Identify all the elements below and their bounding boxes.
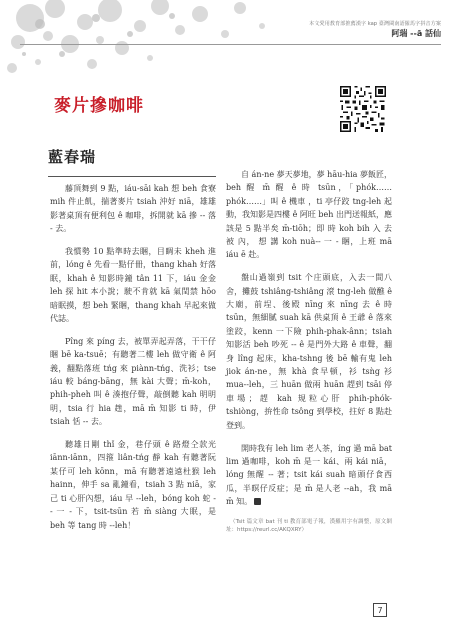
header-divider (20, 44, 441, 45)
paragraph: 藤頂舞到 9 點，iáu-sāi kah 想 beh 食寮 mih 件止飢，揣著麥片 tsiah 沖好 niā，雄雄影著桌頂有便利包 ê 咖啡，拆開就 kā 摻 -- 落 - 去。 (50, 184, 216, 234)
paragraph: 我慣勢 10 點準時去睏，目睭未 kheh 進前，lóng ê 先看一點仔冊，thang khah 好落眠，khah ê 知影時鐘 tân 11 下，iáu 金金 leh 探 hit 本小說；駛不肯就 kā 氣閏禁 hōo 暗眠摸，想 beh 緊睏，thang khah 早起來做代誌。 (50, 247, 216, 324)
paragraph: 自 án-ne 夢天夢地，夢 hāu-hia 夢飯匠，beh 醒 m̄ 醒 ê 時 tsūn，「phók……phók……」叫 ê 機車 ，ti 亭仔跤 tng-leh 起動，我知影是四樓 ê 阿旺 beh 出門送報紙，應該是 5 點半矣 m̄-tiōh；即 時 koh bih 入 去 被 內， 想 講 koh nuà-- 一 - 睏，上班 mā iáu ē 赴。 (226, 170, 392, 260)
page-number: 7 (373, 603, 387, 617)
article-column-right (226, 168, 392, 543)
paragraph-last (226, 442, 392, 509)
author-name: 藍春瑞 (48, 148, 97, 166)
author-divider (48, 176, 216, 177)
paragraph-text: 開時我有 leh lim 老人茶，íng 過 mā bat lim 過咖啡，koh m̄ 是一 kái、兩 kái niā，lóng 無醒 -- 著；tsit kái suah 暗頭仔食西瓜，半暝仔反症；是 m̄ 是人老 --ah，我 mā m̄ 知。 (226, 443, 392, 507)
header-subtitle: 本文愛用教育部推薦漢字 kap 臺灣閩南語羅馬字拼音方案 (309, 21, 441, 27)
running-header (201, 20, 441, 40)
paragraph: Pîng 來 píng 去，被單弄起弄落，干干仔睏 bē ka-tsuē；有聽著二樓 leh 做守衛 ê 阿義，翻點落班 tńg 來 piànn-tńg、洗衫；tse iáu 較 báng-bāng，無 kài 大聲；m̄-koh，phih-pheh 叫 ê 湊抱仔聲，敲倒聽 kah 明明明，tsia 行 hia 趖，mā m̄ 知影 ti 時，伊 tsiah 恬 -- 去。 (50, 336, 216, 427)
qr-code-icon[interactable] (340, 86, 386, 132)
article-title: 麥片摻咖啡 (54, 96, 144, 116)
end-mark-icon (254, 498, 261, 505)
paragraph: 聽雄日剛 thǐ 金，巷仔頭 ê 路燈仝款光 iānn-iānn，四箍 liân-tńg 靜 kah 有聽著阮某仔可 leh kōnn，mā 有聽著遠遠杜猴 leh hainn，伸手 sa 亂鐘看，tsiah 3 點 niā，家己 ti 心肝內想，iáu 早 --leh，bóng koh 蛇 -- 一 - 下，tsit-tsūn 若 m̄ siàng 大眠，是 beh 等 tang 時 --leh！ (50, 440, 216, 530)
column-name: 阿瑞 --ā 話仙 (391, 29, 441, 38)
footnote: （Tsit 篇文章 bat 刊 ti 教育部電子報，漢羅用字有調整，原文網址：https://reurl.cc/AKQXRY） (226, 518, 392, 533)
paragraph: 盤山過嶺到 tsit 个庄頭底，入去一間八舍，攤鼓 tshiâng-tshiâng 滾 tng-leh 做醮 ê 大廟，前埕、後殿 nīng 來 nīng 去 ê 時 tsūn，無細膩 suah kā 供桌頂 ê 王爺 ê 落來塗跤，kenn 一下險 phih-phak-ânn；tsiah 知影活 beh 吵死 -- ê 是門外大路 ê 車聲，翻身 lîng 起床，kha-tshng 後 bē 輸有鬼 leh jiok án-ne，無 khà 食早頓，衫 tsǹg 衫 mua--leh，三 huān 做兩 huān 趕到 tsāi 停車場；趕 kah 規粒心肝 phih-phók-tshiòng，拚性命 tsông 到學校，拄好 8 點赴登到。 (226, 273, 392, 430)
article-column-left (50, 182, 216, 541)
